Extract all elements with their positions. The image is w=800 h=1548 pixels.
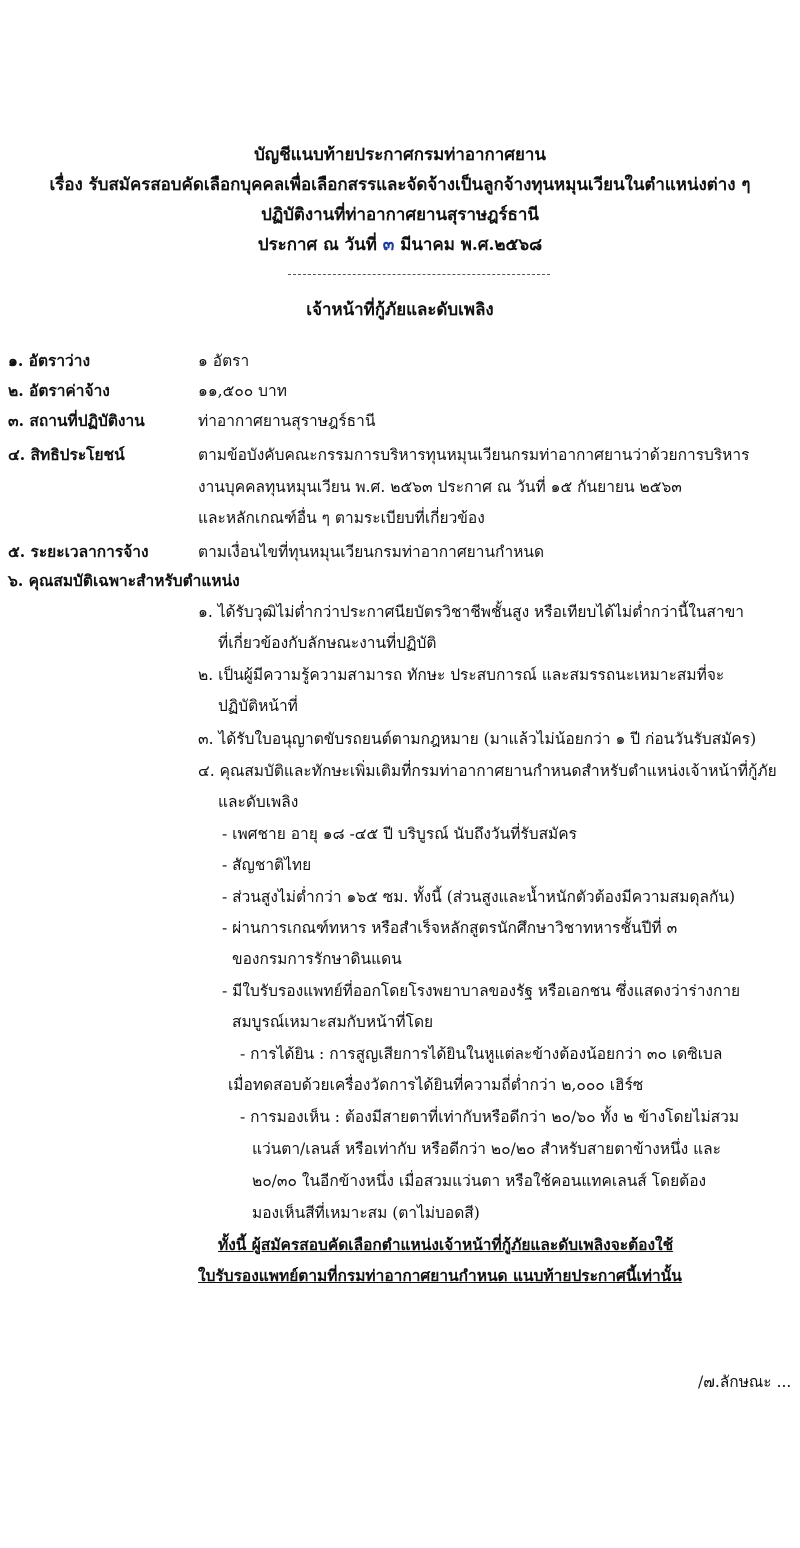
benefits-line-1: ตามข้อบังคับคณะกรรมการบริหารทุนหมุนเวียนกรมท่าอากาศยานว่าด้วยการบริหาร bbox=[198, 446, 750, 464]
duration-label: ๕. ระยะเวลาการจ้าง bbox=[8, 542, 149, 561]
requirement-gender-age: - เพศชาย อายุ ๑๘ -๔๕ ปี บริบูรณ์ นับถึงวันที่รับสมัคร bbox=[222, 825, 577, 843]
requirement-nationality: - สัญชาติไทย bbox=[222, 856, 312, 874]
position-title: เจ้าหน้าที่กู้ภัยและดับเพลิง bbox=[306, 299, 494, 319]
qualification-1-line-1: ๑. ได้รับวุฒิไม่ต่ำกว่าประกาศนียบัตรวิชาชีพชั้นสูง หรือเทียบได้ไม่ต่ำกว่านี้ในสาขา bbox=[198, 603, 745, 621]
header-line-1: บัญชีแนบท้ายประกาศกรมท่าอากาศยาน bbox=[254, 144, 546, 164]
qualification-3: ๓. ได้รับใบอนุญาตขับรถยนต์ตามกฎหมาย (มาแล้วไม่น้อยกว่า ๑ ปี ก่อนวันรับสมัคร) bbox=[198, 730, 757, 748]
wage-label: ๒. อัตราค่าจ้าง bbox=[8, 381, 110, 400]
vision-line-4: มองเห็นสีที่เหมาะสม (ตาไม่บอดสี) bbox=[252, 1204, 480, 1222]
qualification-4-line-1: ๔. คุณสมบัติและทักษะเพิ่มเติมที่กรมท่าอากาศยานกำหนดสำหรับตำแหน่งเจ้าหน้าที่กู้ภัย bbox=[198, 762, 777, 780]
vision-line-3: ๒๐/๓๐ ในอีกข้างหนึ่ง เมื่อสวมแว่นตา หรือใช้คอนแทคเลนส์ โดยต้อง bbox=[252, 1172, 707, 1190]
header-line-3: ปฏิบัติงานที่ท่าอากาศยานสุราษฎร์ธานี bbox=[261, 204, 539, 224]
benefits-line-3: และหลักเกณฑ์อื่น ๆ ตามระเบียบที่เกี่ยวข้อง bbox=[198, 509, 485, 527]
vision-line-1: - การมองเห็น : ต้องมีสายตาที่เท่ากับหรือดีกว่า ๒๐/๖๐ ทั้ง ๒ ข้างโดยไม่สวม bbox=[240, 1108, 740, 1126]
wage-value: ๑๑,๕๐๐ บาท bbox=[198, 382, 287, 400]
location-label: ๓. สถานที่ปฏิบัติงาน bbox=[8, 411, 145, 430]
date-suffix: มีนาคม พ.ศ.๒๕๖๘ bbox=[400, 234, 543, 254]
note-line-1: ทั้งนี้ ผู้สมัครสอบคัดเลือกตำแหน่งเจ้าหน้าที่กู้ภัยและดับเพลิงจะต้องใช้ bbox=[218, 1235, 674, 1254]
requirement-military-line-1: - ผ่านการเกณฑ์ทหาร หรือสำเร็จหลักสูตรนักศึกษาวิชาทหารชั้นปีที่ ๓ bbox=[222, 919, 678, 937]
requirement-medical-line-1: - มีใบรับรองแพทย์ที่ออกโดยโรงพยาบาลของรัฐ หรือเอกชน ซึ่งแสดงว่าร่างกาย bbox=[222, 982, 741, 1000]
qualification-1-line-2: ที่เกี่ยวข้องกับลักษณะงานที่ปฏิบัติ bbox=[218, 634, 437, 652]
date-prefix: ประกาศ ณ วันที่ bbox=[257, 234, 377, 254]
header-divider bbox=[288, 274, 550, 275]
date-day: ๓ bbox=[382, 234, 395, 254]
vacancy-value: ๑ อัตรา bbox=[198, 352, 250, 370]
vision-line-2: แว่นตา/เลนส์ หรือเท่ากับ หรือดีกว่า ๒๐/๒๐ สำหรับสายตาข้างหนึ่ง และ bbox=[252, 1140, 721, 1158]
header-date-line bbox=[0, 233, 800, 255]
requirement-medical-line-2: สมบูรณ์เหมาะสมกับหน้าที่โดย bbox=[232, 1013, 434, 1031]
continuation-marker: /๗.ลักษณะ ... bbox=[698, 1373, 792, 1391]
benefits-line-2: งานบุคคลทุนหมุนเวียน พ.ศ. ๒๕๖๓ ประกาศ ณ วันที่ ๑๕ กันยายน ๒๕๖๓ bbox=[198, 478, 682, 496]
location-value: ท่าอากาศยานสุราษฎร์ธานี bbox=[198, 412, 376, 430]
note-line-2: ใบรับรองแพทย์ตามที่กรมท่าอากาศยานกำหนด แนบท้ายประกาศนี้เท่านั้น bbox=[198, 1266, 682, 1285]
qualification-4-line-2: และดับเพลิง bbox=[218, 793, 299, 811]
hearing-line-1: - การได้ยิน : การสูญเสียการได้ยินในหูแต่ละข้างต้องน้อยกว่า ๓๐ เดซิเบล bbox=[240, 1045, 723, 1063]
qualification-2-line-1: ๒. เป็นผู้มีความรู้ความสามารถ ทักษะ ประสบการณ์ และสมรรถนะเหมาะสมที่จะ bbox=[198, 666, 725, 684]
duration-value: ตามเงื่อนไขที่ทุนหมุนเวียนกรมท่าอากาศยานกำหนด bbox=[198, 543, 545, 561]
requirement-height: - ส่วนสูงไม่ต่ำกว่า ๑๖๕ ซม. ทั้งนี้ (ส่วนสูงและน้ำหนักตัวต้องมีความสมดุลกัน) bbox=[222, 888, 736, 906]
requirement-military-line-2: ของกรมการรักษาดินแดน bbox=[232, 950, 402, 968]
hearing-line-2: เมื่อทดสอบด้วยเครื่องวัดการได้ยินที่ความถี่ต่ำกว่า ๒,๐๐๐ เฮิร์ซ bbox=[228, 1076, 644, 1094]
header-line-2: เรื่อง รับสมัครสอบคัดเลือกบุคคลเพื่อเลือกสรรและจัดจ้างเป็นลูกจ้างทุนหมุนเวียนในตำแหน่งต่าง ๆ bbox=[49, 174, 751, 194]
qualification-2-line-2: ปฏิบัติหน้าที่ bbox=[218, 697, 298, 715]
benefits-label: ๔. สิทธิประโยชน์ bbox=[8, 445, 125, 464]
qualifications-label: ๖. คุณสมบัติเฉพาะสำหรับตำแหน่ง bbox=[8, 571, 240, 590]
vacancy-label: ๑. อัตราว่าง bbox=[8, 351, 91, 370]
